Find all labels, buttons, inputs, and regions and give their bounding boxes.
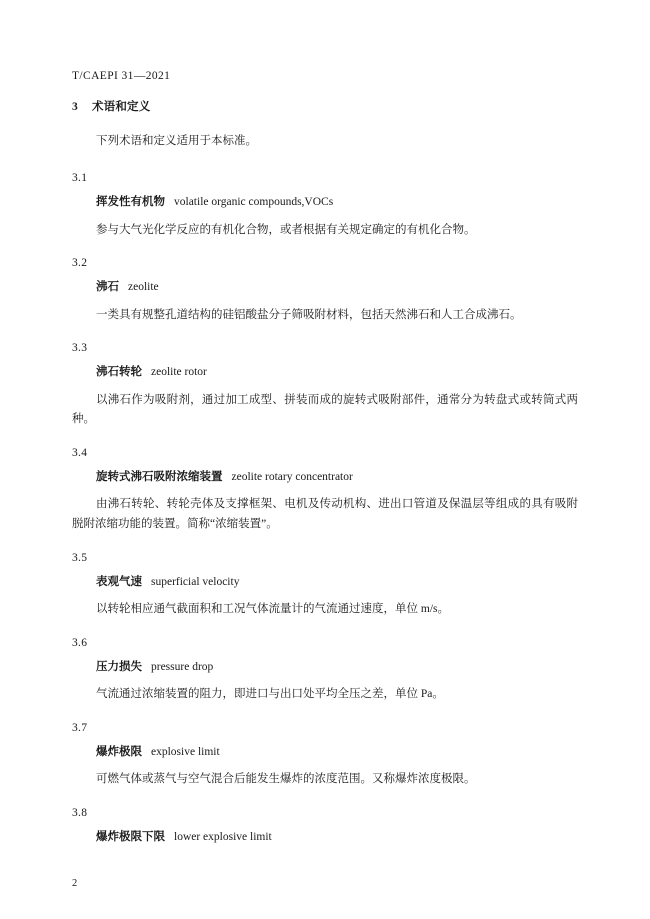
term-title	[72, 829, 578, 846]
term-entry	[72, 722, 578, 790]
term-number: 3.7	[72, 722, 88, 735]
section-intro: 下列术语和定义适用于本标准。	[96, 135, 257, 147]
term-definition: 一类具有规整孔道结构的硅铝酸盐分子筛吸附材料，包括天然沸石和人工合成沸石。	[96, 308, 522, 321]
term-title	[72, 744, 578, 761]
term-title-cn: 压力损失	[96, 661, 142, 673]
term-title-cn: 沸石	[96, 281, 119, 294]
term-title-en: pressure drop	[151, 661, 214, 673]
term-definition: 由沸石转轮、转轮壳体及支撑框架、电机及传动机构、进出口管道及保温层等组成的具有吸附脱附浓缩功能的装置。简称“浓缩装置”。	[72, 498, 578, 531]
term-definition: 以沸石作为吸附剂，通过加工成型、拼装而成的旋转式吸附部件，通常分为转盘式或转筒式两种。	[72, 393, 578, 426]
term-number: 3.3	[72, 342, 88, 355]
term-definition: 气流通过浓缩装置的阻力，即进口与出口处平均全压之差，单位 Pa。	[96, 688, 444, 701]
section-title: 术语和定义	[91, 101, 151, 113]
term-entry	[72, 342, 578, 430]
term-title-en: lower explosive limit	[174, 831, 272, 844]
term-definition: 参与大气光化学反应的有机化合物，或者根据有关规定确定的有机化合物。	[96, 223, 476, 236]
term-entry	[72, 552, 578, 620]
section-heading	[72, 98, 578, 114]
term-entry	[72, 447, 578, 535]
term-entry	[72, 807, 578, 846]
section-number: 3	[72, 101, 78, 113]
term-title-en: zeolite rotor	[151, 366, 207, 379]
term-title-en: explosive limit	[151, 746, 220, 759]
term-definition: 以转轮相应通气截面积和工况气体流量计的气流通过速度，单位 m/s。	[96, 603, 449, 616]
term-entry	[72, 172, 578, 240]
term-number: 3.6	[72, 637, 88, 649]
page-number: 2	[72, 878, 78, 889]
term-title-cn: 旋转式沸石吸附浓缩装置	[96, 471, 223, 484]
term-number: 3.8	[72, 807, 88, 820]
term-title-cn: 表观气速	[96, 575, 142, 588]
term-title-en: superficial velocity	[151, 575, 240, 588]
term-title-en: volatile organic compounds,VOCs	[174, 196, 334, 209]
term-number: 3.1	[72, 172, 88, 185]
term-title	[72, 364, 578, 381]
term-title	[72, 279, 578, 296]
term-title-en: zeolite	[128, 281, 159, 294]
term-title-cn: 挥发性有机物	[96, 196, 165, 209]
term-title	[72, 194, 578, 211]
term-number: 3.4	[72, 447, 88, 460]
term-title-cn: 爆炸极限	[96, 746, 142, 759]
term-title	[72, 469, 578, 486]
term-definition: 可燃气体或蒸气与空气混合后能发生爆炸的浓度范围。又称爆炸浓度极限。	[96, 773, 476, 786]
term-title-cn: 爆炸极限下限	[96, 831, 165, 844]
term-title	[72, 659, 578, 676]
term-entry	[72, 257, 578, 325]
term-number: 3.2	[72, 257, 88, 270]
term-number: 3.5	[72, 551, 88, 564]
term-title-cn: 沸石转轮	[96, 366, 142, 379]
term-title-en: zeolite rotary concentrator	[231, 471, 353, 484]
term-title	[72, 574, 578, 591]
document-header: T/CAEPI 31—2021	[72, 70, 171, 82]
term-entry	[72, 637, 578, 705]
